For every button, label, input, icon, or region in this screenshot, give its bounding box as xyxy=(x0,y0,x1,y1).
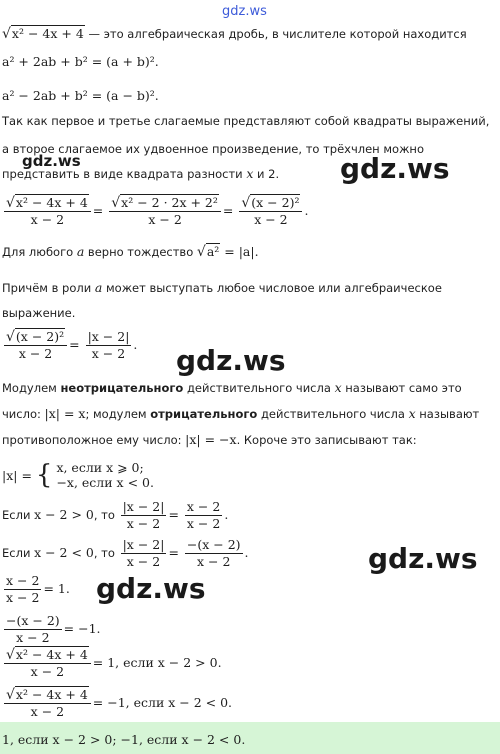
mod-3a: противоположное ему число: xyxy=(2,433,186,447)
if-word-2: Если xyxy=(2,546,35,560)
cond-neg-line: $\frac{\text{√x² − 4x + 4}}{x - 2}$ = −1, если x − 2 < 0. xyxy=(6,687,233,719)
watermark-2: gdz.ws xyxy=(340,152,450,185)
mod-2e: называют xyxy=(415,407,480,421)
any-b: верно тождество xyxy=(84,245,197,259)
cases-block: |x| = { x, если x ⩾ 0; −x, если x < 0. xyxy=(2,459,154,490)
p2-a: Причём в роли xyxy=(2,281,95,295)
if-word-1: Если xyxy=(2,508,35,522)
top-caption: — это алгебраическая дробь, в числителе которой находится xyxy=(88,27,467,41)
case-1: x, если x ⩾ 0; xyxy=(56,460,144,475)
watermark-3: gdz.ws xyxy=(176,344,286,377)
eq-minus-one: = −1. xyxy=(63,621,101,636)
cond-pos-line: $\frac{\text{√x² − 4x + 4}}{x - 2}$ = 1, если x − 2 > 0. xyxy=(6,647,222,679)
watermark-5: gdz.ws xyxy=(96,572,206,605)
if-negative: Если x − 2 < 0, то $\frac{|x - 2|}{x - 2}$ = $\frac{-(x - 2)}{x - 2}$ . xyxy=(2,537,249,569)
watermark-1: gdz.ws xyxy=(22,152,81,170)
formula-b: a² − 2ab + b² = (a − b)². xyxy=(2,88,159,103)
eq-one-line: $\frac{x - 2}{x - 2}$ = 1. xyxy=(6,573,70,605)
mod-3b: . Короче это записывают так: xyxy=(236,433,417,447)
p1-line3-b: и 2. xyxy=(253,167,280,181)
mod-2b: ; модулем xyxy=(85,407,151,421)
mod-line1: Модулем неотрицательного действительного числа x называют само это xyxy=(2,380,462,395)
mod-2d: действительного числа xyxy=(257,407,409,421)
p1-line3: представить в виде квадрата разности x и 2. xyxy=(2,166,280,181)
frac-equality-2: $\frac{\text{√(x − 2)²}}{x - 2}$ = $\frac{|x - 2|}{x - 2}$ . xyxy=(6,329,138,361)
p2-line2: выражение. xyxy=(2,306,76,320)
answer-line: 1, если x − 2 > 0; −1, если x − 2 < 0. xyxy=(2,732,246,747)
then-word-2: , то xyxy=(93,546,119,560)
eq-minus-one-line: $\frac{-(x - 2)}{x - 2}$ = −1. xyxy=(6,613,101,645)
p2-b: может выступать любое числовое или алгебраическое xyxy=(102,281,442,295)
p1-line2: а второе слагаемое их удвоенное произведение, то трёхчлен можно xyxy=(2,142,424,156)
mod-1b: неотрицательного xyxy=(60,381,184,395)
site-header[interactable]: gdz.ws xyxy=(222,4,267,19)
cond-neg: = −1, если x − 2 < 0. xyxy=(92,695,233,710)
radical-top: √x² − 4x + 4 xyxy=(2,26,84,42)
then-word-1: , то xyxy=(93,508,119,522)
p1-line3-a: представить в виде квадрата разности xyxy=(2,167,247,181)
mod-1d: называют само это xyxy=(341,381,462,395)
p2-line1: Причём в роли a может выступать любое числовое или алгебраическое xyxy=(2,280,442,295)
identity-line: Для любого a верно тождество √a² = |a|. xyxy=(2,244,259,260)
mod-1a: Модулем xyxy=(2,381,61,395)
watermark-4: gdz.ws xyxy=(368,542,478,575)
case-2: −x, если x < 0. xyxy=(56,475,154,490)
p1-line1: Так как первое и третье слагаемые представляют собой квадраты выражений, xyxy=(2,114,490,128)
formula-a: a² + 2ab + b² = (a + b)². xyxy=(2,54,159,69)
mod-2c: отрицательного xyxy=(150,407,258,421)
frac-equality-1: $\frac{\text{√x² − 4x + 4}}{x - 2}$ = $\frac{\text{√x² − 2 · 2x + 2²}}{x - 2}$ = $\frac{\text{√(x − 2)²}}{x - 2}$ . xyxy=(6,195,309,227)
mod-line3: противоположное ему число: |x| = −x. Короче это записывают так: xyxy=(2,432,417,447)
if-positive: Если x − 2 > 0, то $\frac{|x - 2|}{x - 2}$ = $\frac{x - 2}{x - 2}$ . xyxy=(2,499,229,531)
any-a: Для любого xyxy=(2,245,77,259)
mod-1c: действительного числа xyxy=(183,381,335,395)
mod-line2: число: |x| = x; модулем отрицательного действительного числа x называют xyxy=(2,406,480,421)
top-line xyxy=(2,26,467,42)
mod-2a: число: xyxy=(2,407,45,421)
eq-one: = 1. xyxy=(43,581,70,596)
cond-pos: = 1, если x − 2 > 0. xyxy=(92,655,222,670)
